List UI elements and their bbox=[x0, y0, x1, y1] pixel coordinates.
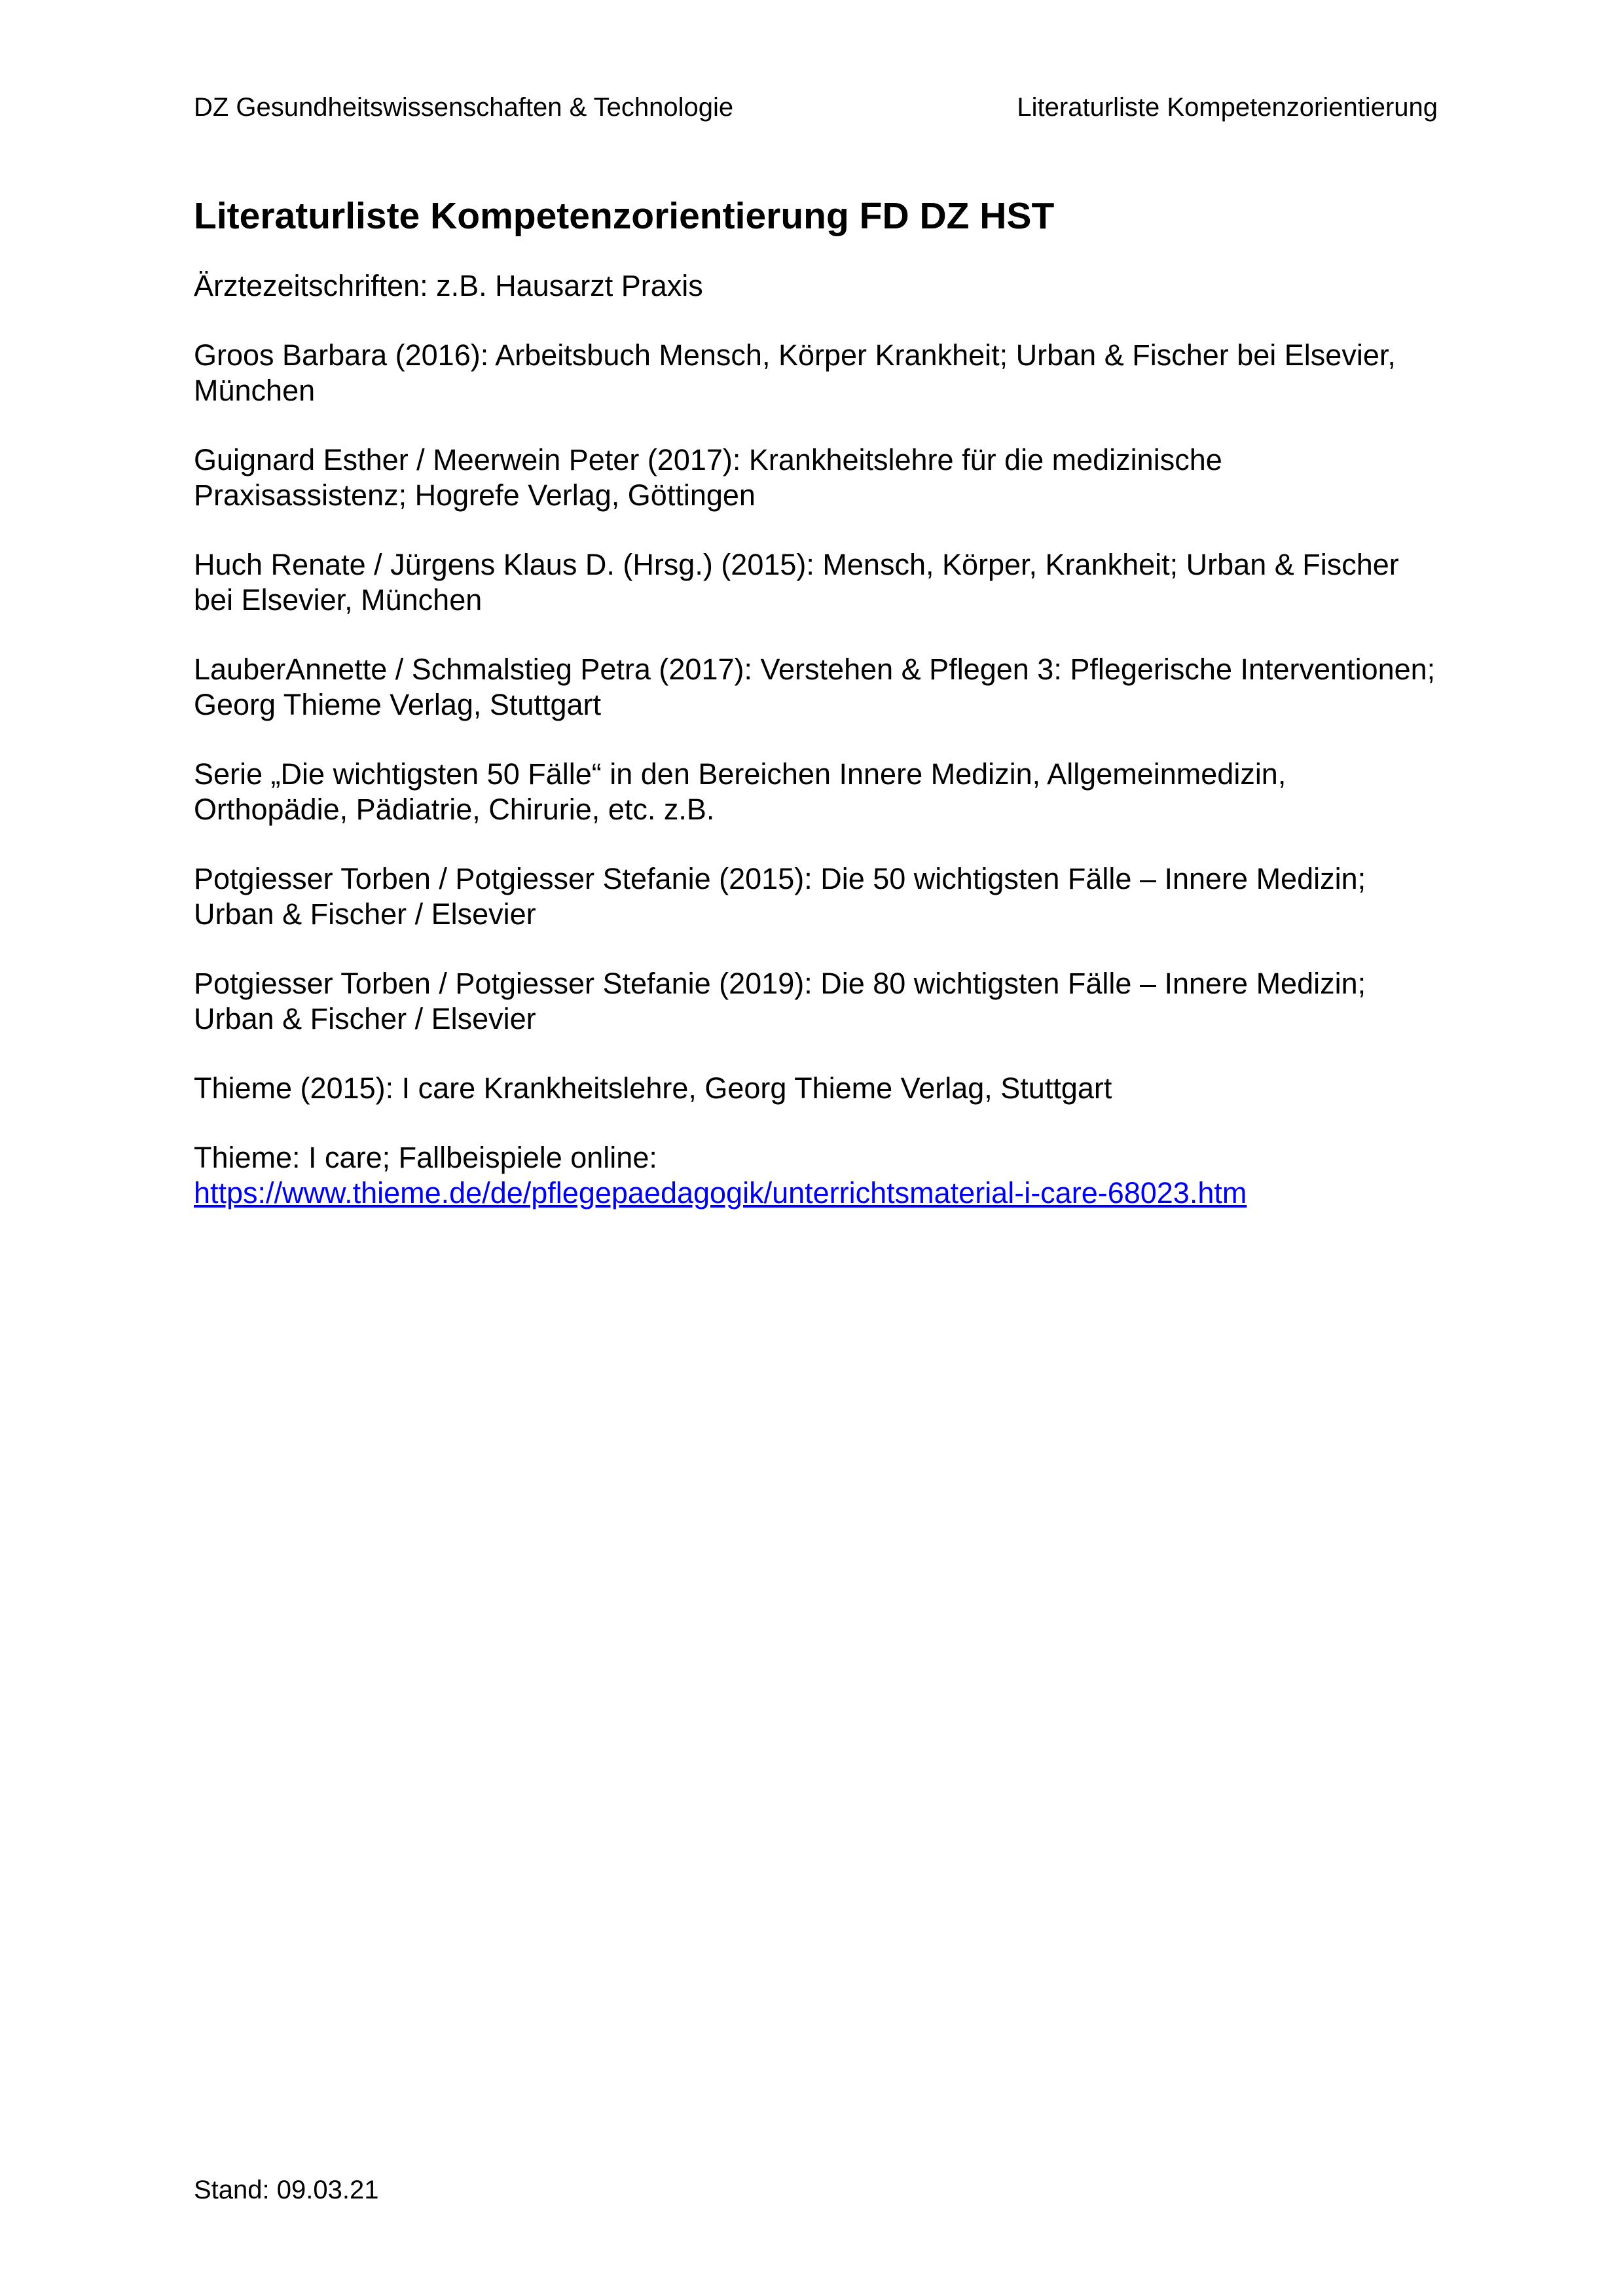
page-footer: Stand: 09.03.21 bbox=[194, 2176, 379, 2204]
literature-list bbox=[194, 268, 1438, 1245]
literature-entry: Potgiesser Torben / Potgiesser Stefanie (2019): Die 80 wichtigsten Fälle – Innere Medizin; Urban & Fischer / Elsevier bbox=[194, 967, 1366, 1035]
header-left: DZ Gesundheitswissenschaften & Technologie bbox=[194, 93, 734, 122]
literature-entry: LauberAnnette / Schmalstieg Petra (2017): Verstehen & Pflegen 3: Pflegerische Interventionen; Georg Thieme Verlag, Stuttgart bbox=[194, 653, 1436, 721]
literature-entry: Guignard Esther / Meerwein Peter (2017): Krankheitslehre für die medizinische Praxisassistenz; Hogrefe Verlag, Göttingen bbox=[194, 443, 1222, 512]
literature-entry-online bbox=[194, 1140, 1438, 1211]
thieme-link[interactable]: https://www.thieme.de/de/pflegepaedagogik/unterrichtsmaterial-i-care-68023.htm bbox=[194, 1176, 1247, 1210]
literature-entry: Potgiesser Torben / Potgiesser Stefanie (2015): Die 50 wichtigsten Fälle – Innere Medizin; Urban & Fischer / Elsevier bbox=[194, 862, 1366, 931]
literature-entry: Ärztezeitschriften: z.B. Hausarzt Praxis bbox=[194, 269, 703, 302]
literature-entry: Serie „Die wichtigsten 50 Fälle“ in den Bereichen Innere Medizin, Allgemeinmedizin, Orthopädie, Pädiatrie, Chirurie, etc. z.B. bbox=[194, 757, 1286, 826]
literature-entry: Thieme (2015): I care Krankheitslehre, Georg Thieme Verlag, Stuttgart bbox=[194, 1071, 1112, 1105]
document-title: Literaturliste Kompetenzorientierung FD DZ HST bbox=[194, 195, 1055, 237]
header-right: Literaturliste Kompetenzorientierung bbox=[1017, 93, 1438, 122]
page-header bbox=[194, 92, 1438, 123]
literature-entry: Groos Barbara (2016): Arbeitsbuch Mensch, Körper Krankheit; Urban & Fischer bei Elsevier, München bbox=[194, 338, 1396, 407]
literature-entry: Huch Renate / Jürgens Klaus D. (Hrsg.) (2015): Mensch, Körper, Krankheit; Urban & Fischer bei Elsevier, München bbox=[194, 548, 1399, 617]
online-entry-text: Thieme: I care; Fallbeispiele online: bbox=[194, 1141, 657, 1174]
